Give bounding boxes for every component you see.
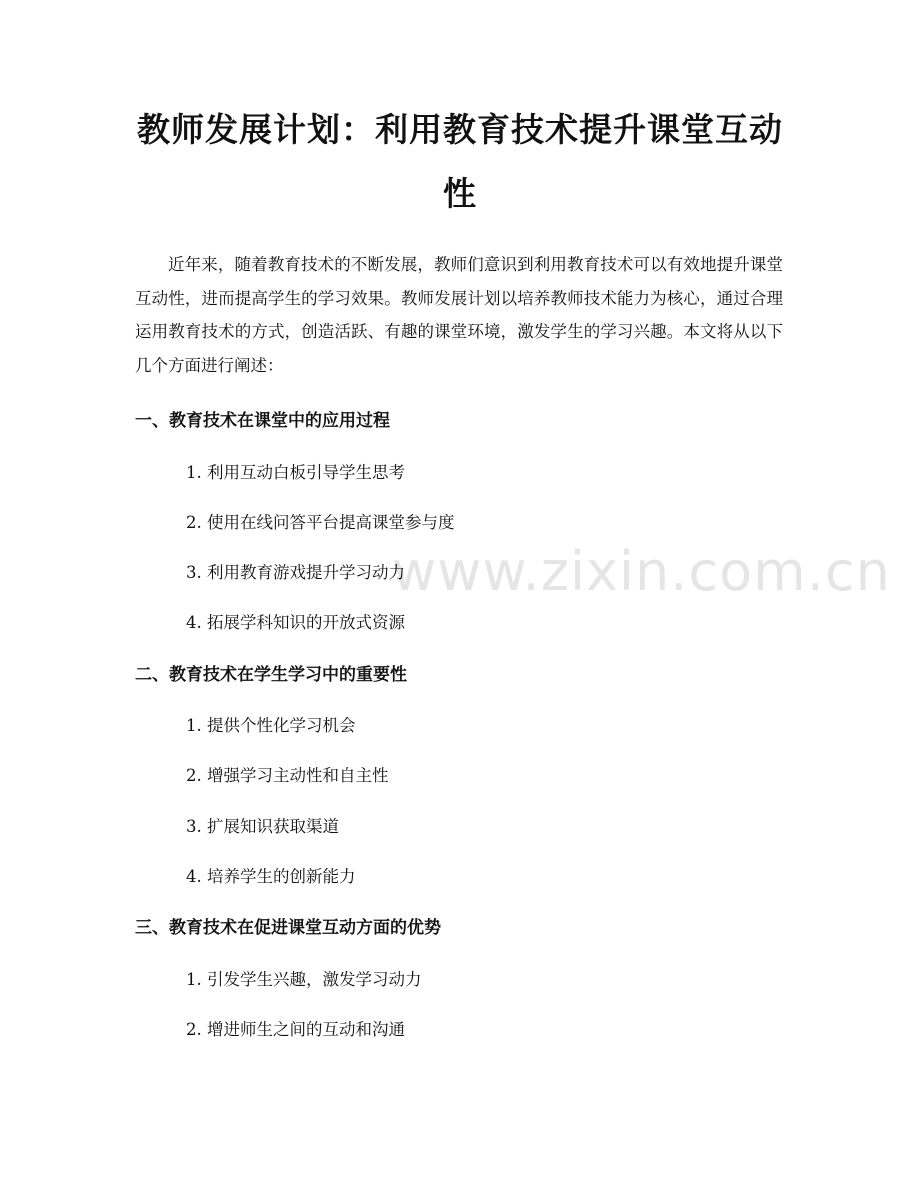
list-item: 1. 引发学生兴趣，激发学习动力 — [186, 970, 422, 989]
list-item: 4. 培养学生的创新能力 — [186, 867, 356, 886]
title-line-2: 性 — [443, 174, 477, 213]
list-item: 1. 提供个性化学习机会 — [186, 716, 356, 735]
title-line-1: 教师发展计划：利用教育技术提升课堂互动 — [137, 110, 783, 149]
list-item: 1. 利用互动白板引导学生思考 — [186, 463, 405, 482]
section-heading-3: 三、教育技术在促进课堂互动方面的优势 — [135, 918, 441, 938]
list-item: 4. 拓展学科知识的开放式资源 — [186, 613, 405, 632]
watermark: www.zixin.com.cn — [392, 540, 891, 603]
list-item: 3. 利用教育游戏提升学习动力 — [186, 563, 405, 582]
list-item: 2. 增进师生之间的互动和沟通 — [186, 1020, 405, 1039]
list-item: 3. 扩展知识获取渠道 — [186, 817, 339, 836]
section-heading-2: 二、教育技术在学生学习中的重要性 — [135, 665, 407, 685]
list-item: 2. 增强学习主动性和自主性 — [186, 766, 389, 785]
page-title — [120, 98, 800, 226]
intro-paragraph: 近年来，随着教育技术的不断发展，教师们意识到利用教育技术可以有效地提升课堂互动性，进而提高学生的学习效果。教师发展计划以培养教师技术能力为核心，通过合理运用教育技术的方式，创造活跃、有趣的课堂环境，激发学生的学习兴趣。本文将从以下几个方面进行阐述： — [135, 255, 783, 375]
section-heading-1: 一、教育技术在课堂中的应用过程 — [135, 411, 390, 431]
list-item: 2. 使用在线问答平台提高课堂参与度 — [186, 513, 455, 532]
